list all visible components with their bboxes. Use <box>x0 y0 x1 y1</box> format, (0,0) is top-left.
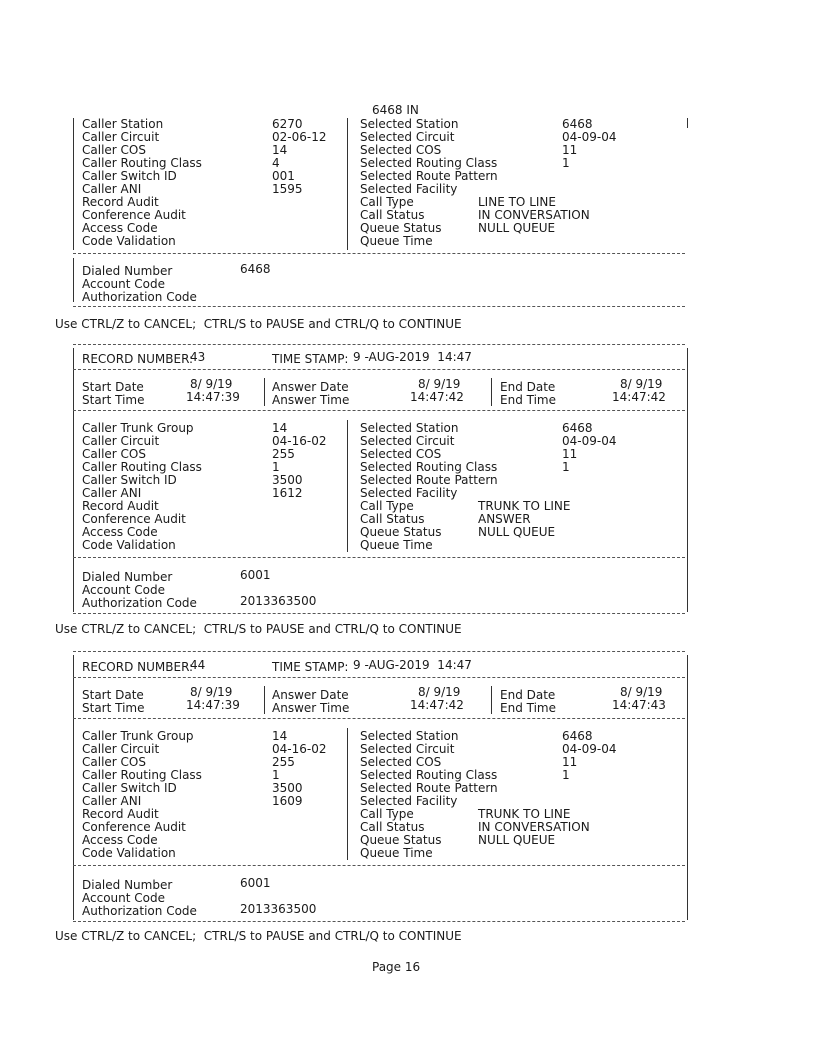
selected-values-1b <box>478 196 590 235</box>
timestamp: 9 -AUG-2019 14:47 <box>353 350 472 364</box>
caller-label: Caller Switch ID <box>82 169 177 183</box>
caller-value: 255 <box>272 447 295 461</box>
right-border <box>687 870 688 920</box>
selected-value: 1 <box>562 768 570 782</box>
end-time: 14:47:42 <box>612 390 666 404</box>
authorization-code-value: 2013363500 <box>240 594 317 608</box>
caller-label: Conference Audit <box>82 512 186 526</box>
dialed-number-label: Dialed Number <box>82 570 173 584</box>
selected-label: Selected Route Pattern <box>360 169 498 183</box>
caller-value: 04-16-02 <box>272 434 327 448</box>
start-date: 8/ 9/19 <box>190 685 233 699</box>
caller-label: Caller ANI <box>82 182 142 196</box>
divider <box>73 613 685 614</box>
call-status-value: IN CONVERSATION <box>478 208 590 222</box>
selected-values-2b <box>478 500 570 539</box>
timestamp-label: TIME STAMP: <box>272 352 349 366</box>
selected-value: 1 <box>562 156 570 170</box>
account-code-label: Account Code <box>82 891 165 905</box>
answer-date-label: Answer Date <box>272 380 349 394</box>
caller-label: Caller ANI <box>82 486 142 500</box>
left-border <box>73 870 74 920</box>
caller-label: Caller Circuit <box>82 742 160 756</box>
selected-label: Call Status <box>360 512 425 526</box>
column-divider <box>264 378 265 406</box>
authorization-code-label: Authorization Code <box>82 290 197 304</box>
caller-label: Caller Circuit <box>82 130 160 144</box>
authorization-code-value: 2013363500 <box>240 902 317 916</box>
start-time-label: Start Time <box>82 701 145 715</box>
answer-date-label: Answer Date <box>272 688 349 702</box>
selected-label: Selected Facility <box>360 794 458 808</box>
left-border <box>73 655 74 885</box>
selected-label: Call Status <box>360 820 425 834</box>
column-divider <box>264 686 265 714</box>
call-status-value: IN CONVERSATION <box>478 820 590 834</box>
caller-value: 02-06-12 <box>272 130 327 144</box>
center-divider <box>347 118 348 250</box>
caller-label: Caller Routing Class <box>82 156 202 170</box>
divider <box>73 557 685 558</box>
center-divider <box>347 420 348 552</box>
caller-labels-3 <box>82 730 202 860</box>
right-border <box>687 562 688 612</box>
caller-values-2 <box>272 422 326 500</box>
divider <box>73 718 685 719</box>
caller-label: Caller Switch ID <box>82 473 177 487</box>
caller-label: Record Audit <box>82 499 159 513</box>
selected-label: Queue Time <box>360 846 433 860</box>
caller-label: Caller Station <box>82 117 164 131</box>
caller-values-3 <box>272 730 326 808</box>
selected-label: Selected COS <box>360 755 442 769</box>
selected-label: Selected Routing Class <box>360 156 498 170</box>
timestamp-label: TIME STAMP: <box>272 660 349 674</box>
selected-label: Call Type <box>360 807 414 821</box>
selected-value: 04-09-04 <box>562 130 617 144</box>
incoming-header: 6468 IN <box>372 103 419 117</box>
record-number-label: RECORD NUMBER: <box>82 352 194 366</box>
selected-label: Selected Station <box>360 729 459 743</box>
selected-values-1a <box>562 118 616 170</box>
selected-values-2a <box>562 422 616 474</box>
answer-time-label: Answer Time <box>272 701 350 715</box>
cancel-note: Use CTRL/Z to CANCEL; CTRL/S to PAUSE and CTRL/Q to CONTINUE <box>55 622 462 636</box>
call-type-value: TRUNK TO LINE <box>478 807 571 821</box>
account-code-label: Account Code <box>82 583 165 597</box>
selected-value: 6468 <box>562 729 593 743</box>
caller-label: Code Validation <box>82 538 176 552</box>
selected-label: Call Type <box>360 195 414 209</box>
caller-value: 04-16-02 <box>272 742 327 756</box>
caller-label: Code Validation <box>82 846 176 860</box>
selected-label: Selected COS <box>360 143 442 157</box>
selected-labels-3 <box>360 730 498 860</box>
selected-label: Selected Circuit <box>360 130 455 144</box>
selected-value: 6468 <box>562 421 593 435</box>
caller-label: Caller COS <box>82 143 146 157</box>
column-divider <box>491 686 492 714</box>
selected-value: 11 <box>562 447 578 461</box>
answer-time: 14:47:42 <box>410 390 464 404</box>
selected-label: Selected Circuit <box>360 434 455 448</box>
page-number: Page 16 <box>372 960 421 974</box>
start-date: 8/ 9/19 <box>190 377 233 391</box>
dialed-number-value: 6468 <box>240 262 271 276</box>
right-border <box>687 655 688 885</box>
caller-label: Caller Routing Class <box>82 460 202 474</box>
end-date-label: End Date <box>500 380 556 394</box>
start-time-label: Start Time <box>82 393 145 407</box>
dialed-number-label: Dialed Number <box>82 878 173 892</box>
divider <box>73 410 685 411</box>
caller-value: 6270 <box>272 117 303 131</box>
left-border <box>73 562 74 612</box>
divider <box>73 651 685 652</box>
selected-value: 04-09-04 <box>562 434 617 448</box>
divider <box>73 306 685 307</box>
end-date: 8/ 9/19 <box>620 685 663 699</box>
selected-value: 04-09-04 <box>562 742 617 756</box>
caller-labels-1 <box>82 118 202 248</box>
caller-labels-2 <box>82 422 202 552</box>
caller-label: Code Validation <box>82 234 176 248</box>
caller-label: Conference Audit <box>82 820 186 834</box>
end-date: 8/ 9/19 <box>620 377 663 391</box>
right-border <box>687 348 688 578</box>
selected-label: Call Status <box>360 208 425 222</box>
caller-label: Record Audit <box>82 195 159 209</box>
answer-time: 14:47:42 <box>410 698 464 712</box>
answer-date: 8/ 9/19 <box>418 685 461 699</box>
caller-value: 14 <box>272 729 288 743</box>
start-time: 14:47:39 <box>186 698 240 712</box>
selected-label: Selected Circuit <box>360 742 455 756</box>
left-border <box>73 348 74 578</box>
divider <box>73 369 685 370</box>
end-time-label: End Time <box>500 701 556 715</box>
answer-time-label: Answer Time <box>272 393 350 407</box>
selected-label: Queue Time <box>360 234 433 248</box>
selected-label: Queue Time <box>360 538 433 552</box>
end-time-label: End Time <box>500 393 556 407</box>
caller-label: Conference Audit <box>82 208 186 222</box>
caller-label: Access Code <box>82 525 158 539</box>
selected-label: Selected Route Pattern <box>360 473 498 487</box>
call-status-value: ANSWER <box>478 512 531 526</box>
caller-label: Caller Switch ID <box>82 781 177 795</box>
dialed-number-value: 6001 <box>240 568 271 582</box>
end-time: 14:47:43 <box>612 698 666 712</box>
divider <box>73 253 685 254</box>
right-border <box>687 118 688 128</box>
authorization-code-label: Authorization Code <box>82 596 197 610</box>
caller-label: Caller COS <box>82 447 146 461</box>
answer-date: 8/ 9/19 <box>418 377 461 391</box>
selected-label: Selected Routing Class <box>360 768 498 782</box>
caller-label: Access Code <box>82 221 158 235</box>
caller-value: 1 <box>272 768 280 782</box>
selected-label: Queue Status <box>360 525 442 539</box>
record-number-label: RECORD NUMBER: <box>82 660 194 674</box>
authorization-code-label: Authorization Code <box>82 904 197 918</box>
queue-status-value: NULL QUEUE <box>478 525 556 539</box>
selected-label: Selected Station <box>360 117 459 131</box>
selected-labels-1 <box>360 118 498 248</box>
selected-label: Call Type <box>360 499 414 513</box>
divider <box>73 865 685 866</box>
caller-label: Caller Circuit <box>82 434 160 448</box>
center-divider <box>347 728 348 860</box>
start-time: 14:47:39 <box>186 390 240 404</box>
caller-label: Caller Trunk Group <box>82 729 194 743</box>
caller-value: 3500 <box>272 781 303 795</box>
start-date-label: Start Date <box>82 380 144 394</box>
caller-label: Caller COS <box>82 755 146 769</box>
selected-value: 1 <box>562 460 570 474</box>
selected-values-3a <box>562 730 616 782</box>
caller-value: 4 <box>272 156 280 170</box>
caller-label: Record Audit <box>82 807 159 821</box>
account-code-label: Account Code <box>82 277 165 291</box>
caller-value: 255 <box>272 755 295 769</box>
selected-label: Selected Route Pattern <box>360 781 498 795</box>
selected-label: Queue Status <box>360 833 442 847</box>
selected-label: Queue Status <box>360 221 442 235</box>
divider <box>73 344 685 345</box>
caller-value: 14 <box>272 143 288 157</box>
divider <box>73 921 685 922</box>
call-type-value: TRUNK TO LINE <box>478 499 571 513</box>
selected-labels-2 <box>360 422 498 552</box>
call-type-value: LINE TO LINE <box>478 195 556 209</box>
caller-value: 1609 <box>272 794 303 808</box>
selected-value: 11 <box>562 755 578 769</box>
divider <box>73 677 685 678</box>
selected-label: Selected Facility <box>360 182 458 196</box>
caller-value: 1595 <box>272 182 303 196</box>
caller-value: 3500 <box>272 473 303 487</box>
caller-label: Caller ANI <box>82 794 142 808</box>
caller-label: Access Code <box>82 833 158 847</box>
left-border <box>73 118 74 250</box>
cancel-note: Use CTRL/Z to CANCEL; CTRL/S to PAUSE and CTRL/Q to CONTINUE <box>55 929 462 943</box>
record-number: 44 <box>190 658 206 672</box>
cancel-note: Use CTRL/Z to CANCEL; CTRL/S to PAUSE and CTRL/Q to CONTINUE <box>55 317 462 331</box>
caller-label: Caller Routing Class <box>82 768 202 782</box>
timestamp: 9 -AUG-2019 14:47 <box>353 658 472 672</box>
caller-value: 001 <box>272 169 295 183</box>
left-border <box>73 258 74 302</box>
start-date-label: Start Date <box>82 688 144 702</box>
queue-status-value: NULL QUEUE <box>478 221 556 235</box>
selected-label: Selected Routing Class <box>360 460 498 474</box>
caller-value: 14 <box>272 421 288 435</box>
dialed-number-value: 6001 <box>240 876 271 890</box>
queue-status-value: NULL QUEUE <box>478 833 556 847</box>
dialed-number-label: Dialed Number <box>82 264 173 278</box>
selected-value: 11 <box>562 143 578 157</box>
caller-values-1 <box>272 118 326 196</box>
selected-label: Selected COS <box>360 447 442 461</box>
selected-label: Selected Facility <box>360 486 458 500</box>
selected-values-3b <box>478 808 590 847</box>
column-divider <box>491 378 492 406</box>
caller-value: 1 <box>272 460 280 474</box>
caller-value: 1612 <box>272 486 303 500</box>
selected-label: Selected Station <box>360 421 459 435</box>
end-date-label: End Date <box>500 688 556 702</box>
caller-label: Caller Trunk Group <box>82 421 194 435</box>
selected-value: 6468 <box>562 117 593 131</box>
record-number: 43 <box>190 350 206 364</box>
